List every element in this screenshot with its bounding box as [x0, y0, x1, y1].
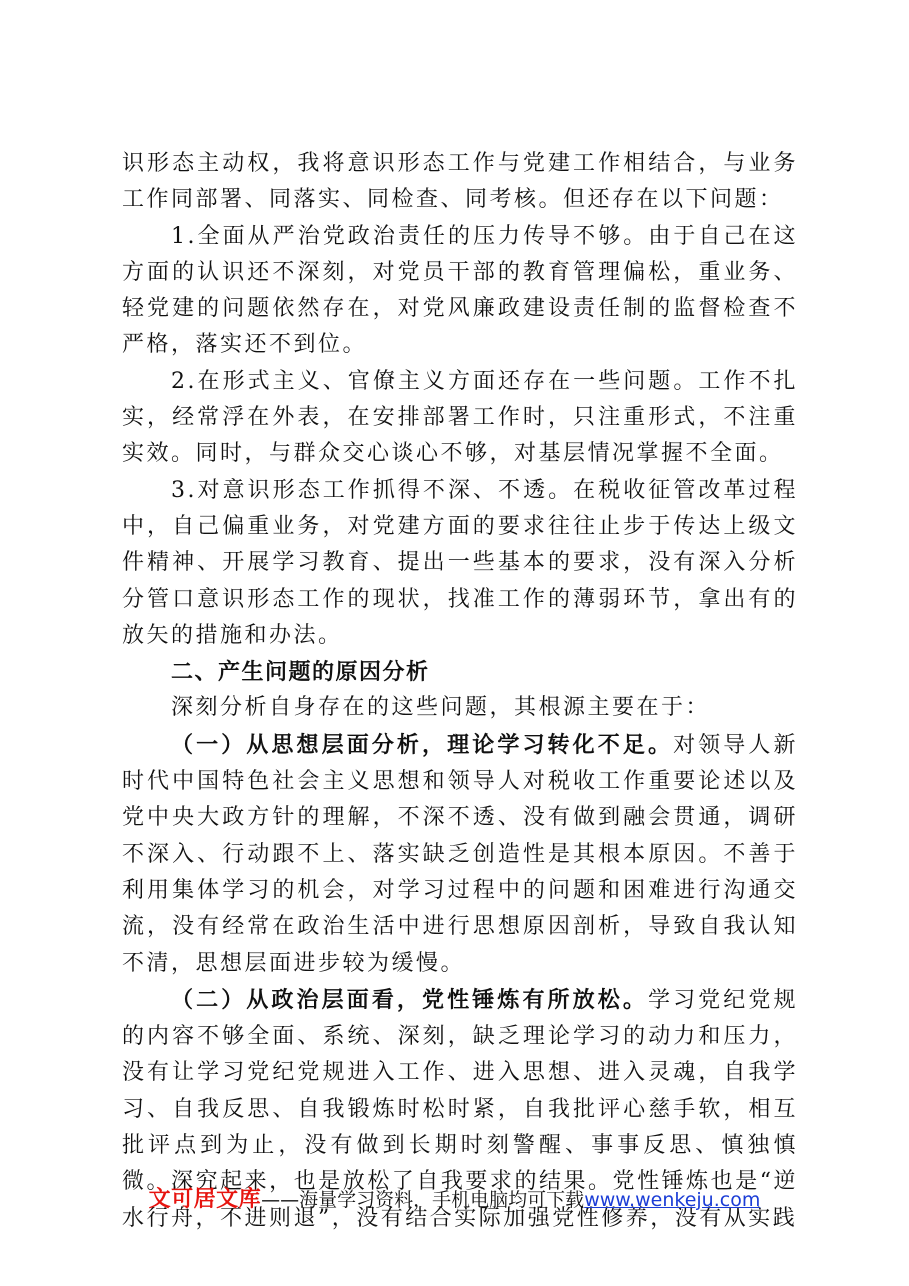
paragraph-issue-3 — [122, 473, 798, 654]
document-body — [122, 146, 798, 1237]
paragraph-issue-2 — [122, 364, 798, 473]
paragraph-text: 对领导人新时代中国特色社会主义思想和领导人对税收工作重要论述以及党中央大政方针的理解，不深不透、没有做到融会贯通，调研不深入、行动跟不上、落实缺乏创造性是其根本原因。不善于利用集体学习的机会，对学习过程中的问题和困难进行沟通交流，没有经常在政治生活中进行思想原因剖析，导致自我认知不清，思想层面进步较为缓慢。 — [122, 732, 798, 976]
footer-brand: 文可居文库 — [148, 1187, 262, 1212]
paragraph-text: 3.对意识形态工作抓得不深、不透。在税收征管改革过程中，自己偏重业务，对党建方面的要求往往止步于传达上级文件精神、开展学习教育、提出一些基本的要求，没有深入分析分管口意识形态工作的现状，找准工作的薄弱环节，拿出有的放矢的措施和办法。 — [122, 477, 798, 648]
paragraph-cause-1 — [122, 727, 798, 982]
subheading-text: （一）从思想层面分析，理论学习转化不足。 — [171, 731, 674, 758]
footer-site-link[interactable]: www.wenkeju.com — [584, 1189, 761, 1211]
heading-text: 二、产生问题的原因分析 — [171, 659, 430, 686]
paragraph-text: 深刻分析自身存在的这些问题，其根源主要在于： — [171, 695, 711, 721]
paragraph-text: 学习党纪党规的内容不够全面、系统、深刻，缺乏理论学习的动力和压力，没有让学习党纪党规进入工作、进入思想、进入灵魂，自我学习、自我反思、自我锻炼时松时紧，自我批评心慈手软，相互批评点到为止，没有做到长期时刻警醒、事事反思、慎独慎微。深究起来，也是放松了自我要求的结果。党性锤炼也是“逆水行舟，不进则退”，没有结合实际加强党性修养，没有从实践 — [122, 987, 798, 1231]
subheading-text: （二）从政治层面看，党性锤炼有所放松。 — [171, 986, 648, 1013]
paragraph-intro — [122, 146, 798, 219]
footer-tagline: ——海量学习资料，手机电脑均可下载 — [261, 1189, 585, 1211]
paragraph-text: 识形态主动权，我将意识形态工作与党建工作相结合，与业务工作同部署、同落实、同检查、同考核。但还存在以下问题： — [122, 151, 798, 213]
paragraph-cause-intro — [122, 690, 798, 726]
paragraph-text: 2.在形式主义、官僚主义方面还存在一些问题。工作不扎实，经常浮在外表，在安排部署工作时，只注重形式，不注重实效。同时，与群众交心谈心不够，对基层情况掌握不全面。 — [122, 368, 798, 467]
footer-banner — [0, 1182, 909, 1213]
section-heading — [122, 654, 798, 690]
paragraph-issue-1 — [122, 219, 798, 364]
paragraph-text: 1.全面从严治党政治责任的压力传导不够。由于自己在这方面的认识还不深刻，对党员干部的教育管理偏松，重业务、轻党建的问题依然存在，对党风廉政建设责任制的监督检查不严格，落实还不到位。 — [122, 223, 798, 358]
